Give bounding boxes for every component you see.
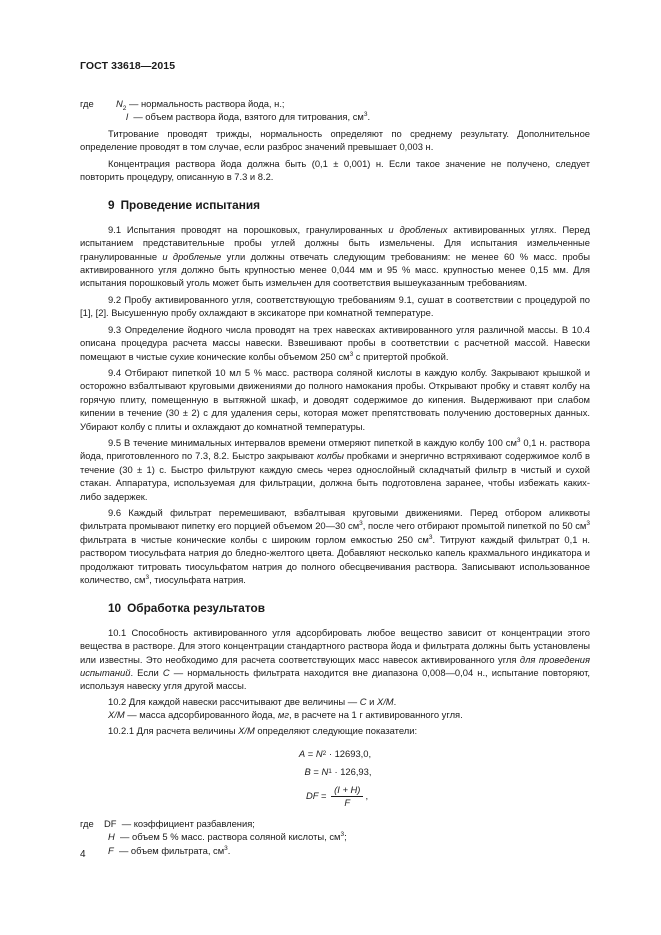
section-10-title: Обработка результатов <box>127 601 265 616</box>
paragraph-titration: Титрование проводят трижды, нормальность определяют по среднему результату. Дополнительное определение проводят в том случае, если разброс значений превышает 0,003 н. <box>80 127 590 153</box>
where-label-2: где <box>80 818 94 830</box>
definition-n2: — нормальность раствора йода, н.; <box>129 98 285 109</box>
paragraph-concentration: Концентрация раствора йода должна быть (0,1 ± 0,001) н. Если такое значение не получено, следует повторить процедуру, описанную в 7.3 и 8.2. <box>80 157 590 183</box>
definition-f: — объем фильтрата, $см^3$. <box>118 844 231 856</box>
paragraph-10-2-1: 10.2.1 Для расчета величины X/M определяют следующие показатели: <box>108 724 418 736</box>
formula-df: DF = $\frac{(I + H)}{F}$ , <box>305 783 369 808</box>
where-row-l <box>80 110 590 123</box>
where-row-h <box>80 830 590 843</box>
paragraph-xm-definition: X/M — масса адсорбированного йода, мг, в расчете на 1 г активированного угля. <box>108 709 463 721</box>
formula-a: A = N 2 · 12693,0, <box>298 748 372 760</box>
page-body <box>80 97 590 857</box>
formulas <box>80 745 590 811</box>
formula-b: B = N 1 · 126,93, <box>304 766 372 778</box>
page-number: 4 <box>80 849 86 860</box>
section-9-title: Проведение испытания <box>120 198 260 213</box>
where-row-n2 <box>80 97 590 110</box>
where-row-df <box>0 817 590 830</box>
section-10-heading <box>108 602 590 615</box>
paragraph-9-3: 9.3 Определение йодного числа проводят на трех навесках активированного угля различной массы. В 10.4 описана процедура расчета массы навески. Взвешивают пробы в соответствии с расчетной массой. Навески помещают в чистые сухие конические колбы объемом 250 $см^3$ с притертой пробкой. <box>80 323 590 362</box>
definition-df: — коэффициент разбавления; <box>121 818 255 830</box>
paragraph-9-5: 9.5 В течение минимальных интервалов времени отмеряют пипеткой в каждую колбу 100 $см^3$ 0,1 н. раствора йода, приготовленного по 7.3, 8.2. Быстро закрывают колбы пробками и энергично встряхивают содержимое колб в течение (30 ± 1) с. Быстро фильтруют каждую смесь через однослойный складчатый фильтр в чистый и сухой стакан. Аппаратура, используемая для фильтрации, должна быть подготовлена заранее, чтобы избежать каких-либо задержек. <box>80 436 590 502</box>
section-10-number: 10 <box>108 601 122 616</box>
paragraph-10-2: 10.2 Для каждой навески рассчитывают две величины — С и X/M. <box>108 695 397 707</box>
symbol-n2: $N_2$ <box>116 98 127 112</box>
section-9-number: 9 <box>108 198 115 213</box>
paragraph-9-1: 9.1 Испытания проводят на порошковых, гранулированных и дробленых активированных углях. Перед испытанием представительные пробы углей должны быть измельчены. Для испытания измельченные гранулированные и дробленые угли должны отвечать следующим требованиям: не менее 60 % масс. пробы активированного угля должно быть крупностью менее 0,044 мм и 95 % масс. крупностью менее 0,15 мм. Для испытания порошковый уголь может быть измельчен для соответствия вышеуказанным требованиям. <box>80 223 590 289</box>
definition-h: — объем 5 % масс. раствора соляной кислоты, $см^3$; <box>120 831 347 843</box>
symbol-df: DF <box>104 818 117 830</box>
paragraph-9-6: 9.6 Каждый фильтрат перемешивают, взбалтывая круговыми движениями. Перед отбором аликвоты фильтрата промывают пипетку его порцией объемом 20—30 $см^3$, после чего отбирают промытой пипеткой по 50 $см^3$ фильтрата в чистые конические колбы с широким горлом емкостью 250 $см^3$. Титруют каждый фильтрат 0,1 н. раствором тиосульфата натрия до бледно-желтого цвета. Добавляют несколько капель крахмального индикатора и продолжают титровать тиосульфатом натрия до полного обесцвечивания раствора. Записывают использованное количество, $см^3$, тиосульфата натрия. <box>80 506 590 585</box>
definition-l: — объем раствора йода, взятого для титрования, $см^3$. <box>133 111 371 123</box>
symbol-h: H <box>108 831 115 843</box>
where-label: где <box>80 98 94 109</box>
section-9-heading <box>108 199 590 212</box>
paragraph-10-1: 10.1 Способность активированного угля адсорбировать любое вещество зависит от концентрации этого вещества в растворе. Для этого концентрации стандартного раствора йода и фильтрата должны быть установлены или известны. Это необходимо для расчета соответствующих масс навесок активированного угля для проведения испытаний. Если С — нормальность фильтрата находится вне диапазона 0,008—0,04 н., испытание повторяют, используя навеску угля другой массы. <box>80 626 590 692</box>
paragraph-9-4: 9.4 Отбирают пипеткой 10 мл 5 % масс. раствора соляной кислоты в каждую колбу. Закрывают крышкой и осторожно взбалтывают круговыми движениями до полного намокания пробы. Открывают пробку и ставят колбу на горячую плиту, помещенную в вытяжной шкаф, и доводят содержимое до кипения. Выдерживают при слабом кипении в течение (30 ± 2) с для удаления серы, которая может препятствовать получению достоверных данных. Убирают колбу с плиты и охлаждают до комнатной температуры. <box>80 366 590 432</box>
fraction: $\frac{(I + H)}{F}$ <box>331 784 363 809</box>
symbol-f: F <box>108 844 114 856</box>
symbol-l: l <box>126 111 129 123</box>
where-row-f <box>80 844 590 857</box>
paragraph-9-2: 9.2 Пробу активированного угля, соответствующую требованиям 9.1, сушат в соответствии с процедурой по [1], [2]. Высушенную пробу охлаждают в эксикаторе при комнатной температуре. <box>80 293 590 319</box>
document-header: ГОСТ 33618—2015 <box>80 60 176 72</box>
